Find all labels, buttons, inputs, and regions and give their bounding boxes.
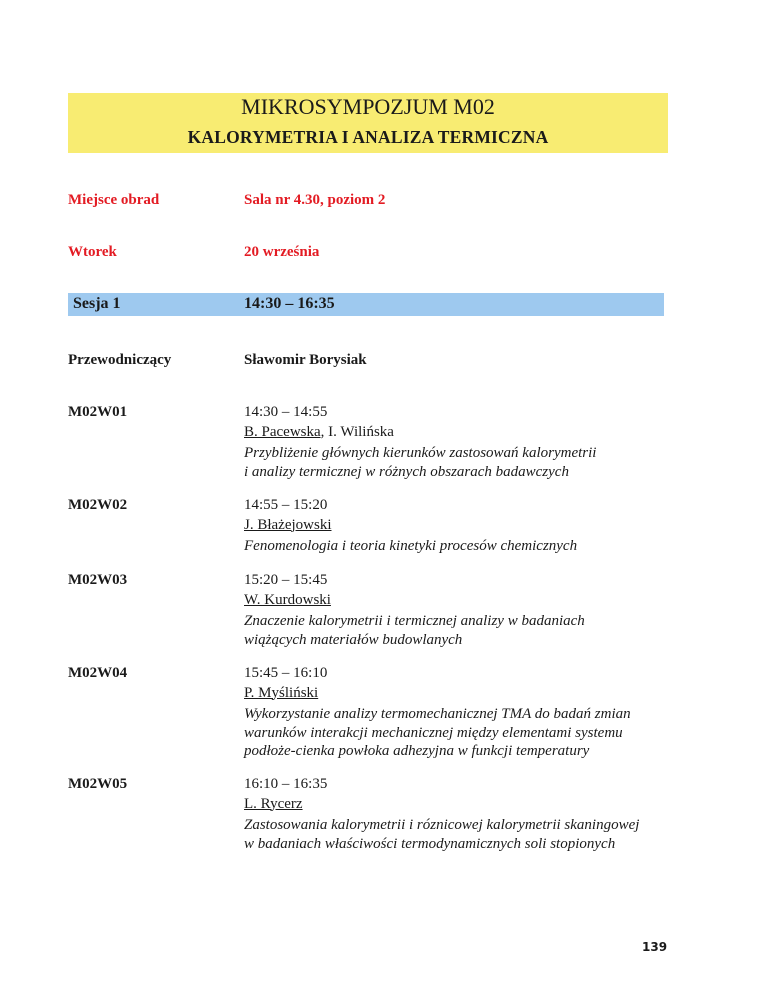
talk-title [244,444,674,481]
talk-title-line: Przybliżenie głównych kierunków zastosowań kalorymetrii [244,445,597,461]
talk-authors [244,423,674,442]
day-label: Wtorek [68,244,117,260]
venue-label: Miejsce obrad [68,192,160,208]
talk-title-line: Wykorzystanie analizy termomechanicznej TMA do badań zmian [244,706,631,722]
talk-time: 14:30 – 14:55 [244,404,328,420]
venue-value: Sala nr 4.30, poziom 2 [244,192,386,208]
talk-code: M02W02 [68,497,128,513]
session-label: Sesja 1 [73,295,121,312]
talk-entry [244,403,674,481]
talk-code: M02W04 [68,665,128,681]
talk-time: 15:45 – 16:10 [244,665,328,681]
day-value: 20 września [244,244,320,260]
talk-title [244,612,674,649]
talk-title-line: Znaczenie kalorymetrii i termicznej analizy w badaniach [244,613,585,629]
talk-title-line: w badaniach właściwości termodynamicznych soli stopionych [244,835,616,852]
talk-title [244,537,674,556]
talk-time: 16:10 – 16:35 [244,776,328,792]
talk-time: 14:55 – 15:20 [244,497,328,513]
talk-entry [244,775,674,853]
talk-entry [244,571,674,649]
talk-presenter: J. Błażejowski [244,516,332,533]
talk-title-line: Fenomenologia i teoria kinetyki procesów chemicznych [244,538,578,554]
talk-presenter: B. Pacewska, [244,423,325,440]
session-time: 14:30 – 16:35 [244,295,335,312]
talk-code: M02W03 [68,572,128,588]
talk-presenter: L. Rycerz [244,795,303,812]
page-number: 139 [642,940,668,954]
talk-code: M02W05 [68,776,128,792]
talk-presenter: P. Myśliński [244,684,319,701]
talk-authors [244,591,674,610]
symposium-title: MIKROSYMPOZJUM M02 [241,94,495,119]
talk-authors [244,684,674,703]
talk-coauthors: I. Wilińska [324,423,394,440]
talk-title-line: podłoże-cienka powłoka adhezyjna w funkcji temperatury [244,743,590,759]
talk-authors [244,516,674,535]
symposium-header [68,93,668,153]
talk-entry [244,496,674,556]
talk-title-line: wiążących materiałów budowlanych [244,631,463,648]
session-bar [68,293,664,316]
chair-value: Sławomir Borysiak [244,352,367,368]
talk-code: M02W01 [68,404,128,420]
talk-title [244,816,674,853]
talk-presenter: W. Kurdowski [244,591,331,608]
talk-title [244,705,674,761]
talk-entry [244,664,674,761]
talk-title-line: Zastosowania kalorymetrii i róznicowej kalorymetrii skaningowej [244,817,640,833]
talk-time: 15:20 – 15:45 [244,572,328,588]
talk-title-line: warunków interakcji mechanicznej między elementami systemu [244,724,623,741]
talk-authors [244,795,674,814]
chair-label: Przewodniczący [68,352,172,368]
symposium-subtitle: KALORYMETRIA I ANALIZA TERMICZNA [187,127,549,147]
talk-title-line: i analizy termicznej w różnych obszarach badawczych [244,463,569,480]
